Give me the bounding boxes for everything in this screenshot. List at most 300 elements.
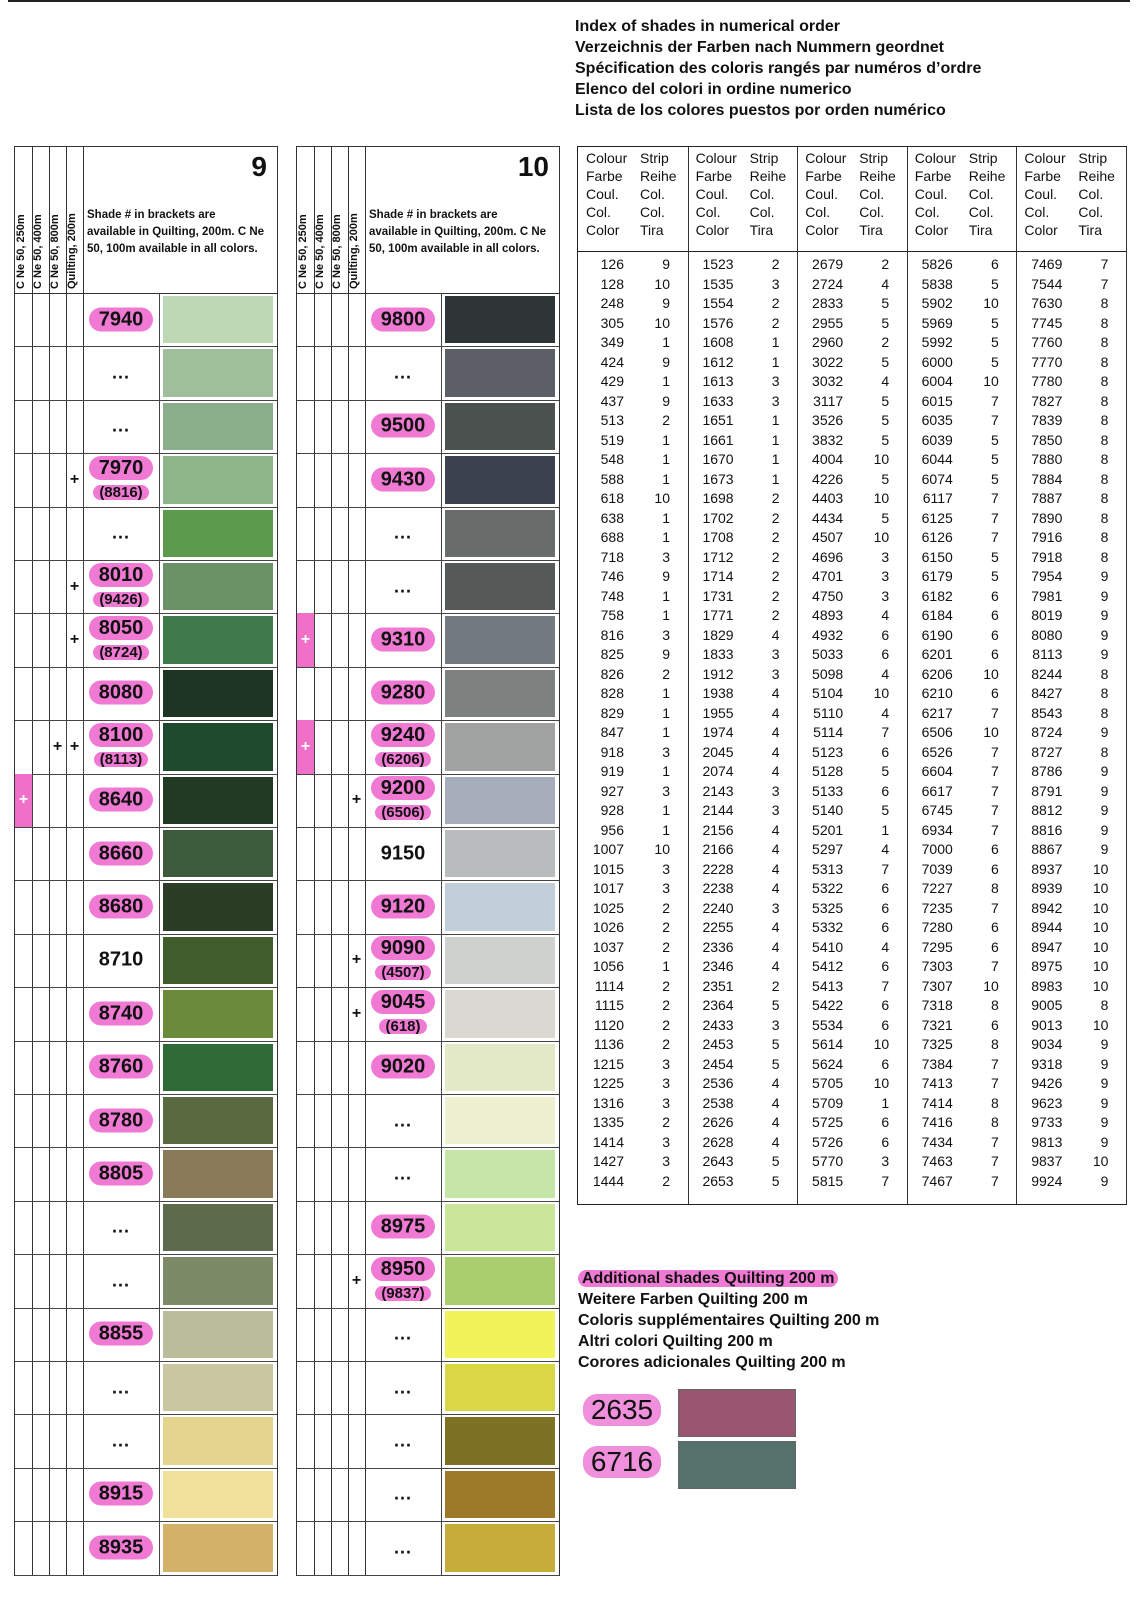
- index-colour-number: 6182: [921, 587, 953, 604]
- strip-row: [297, 827, 559, 881]
- index-colour-number: 5322: [812, 880, 844, 896]
- color-swatch: [445, 1204, 555, 1251]
- strip-row: [297, 1201, 559, 1255]
- color-swatch: [445, 349, 555, 396]
- color-swatch: [163, 1471, 273, 1518]
- color-swatch: [445, 616, 555, 663]
- shade-code: [83, 724, 159, 770]
- index-strip-number: 7: [991, 743, 999, 760]
- shade-code-cell: [83, 667, 160, 720]
- shade-code-cell: [83, 774, 160, 827]
- index-colour-number: 6126: [921, 529, 953, 545]
- index-colour-number: 4701: [812, 568, 844, 584]
- shade-code-cell: [365, 507, 442, 560]
- index-strip-number: 7: [991, 1172, 999, 1189]
- color-swatch: [445, 1150, 555, 1197]
- index-strip-number: 10: [1092, 938, 1109, 955]
- index-strip-number: 1: [662, 470, 670, 487]
- strip-row: [297, 1094, 559, 1148]
- shade-number: ...: [393, 362, 412, 383]
- color-swatch: [445, 670, 555, 717]
- index-strip-number: 3: [662, 548, 670, 565]
- index-colour-number: 5098: [812, 665, 844, 682]
- index-strip-number: 10: [1092, 880, 1109, 896]
- index-strip-number: 1: [662, 607, 670, 623]
- color-swatch: [445, 1257, 555, 1304]
- index-strip-number: 7: [991, 704, 999, 721]
- shade-code: [83, 1483, 159, 1506]
- quilting-shade-number: (8816): [93, 485, 148, 500]
- color-swatch: [445, 1311, 555, 1358]
- shade-code: [365, 468, 441, 491]
- shade-code-cell: [83, 400, 160, 453]
- index-strip-number: 4: [771, 724, 780, 740]
- strip-row: [297, 346, 559, 400]
- strip-10: [296, 146, 560, 1576]
- index-colour-number: 8942: [1031, 899, 1063, 916]
- shade-code-cell: [83, 1147, 160, 1200]
- shade-code: [365, 1258, 441, 1304]
- shade-number: 8855: [89, 1322, 154, 1346]
- index-colour-number: 6506: [921, 724, 953, 740]
- index-strip-number: 9: [662, 256, 670, 272]
- index-colour-number: 548: [600, 451, 624, 467]
- index-colour-number: 4004: [812, 451, 844, 467]
- shade-number: 9020: [371, 1055, 436, 1079]
- index-colour-number: 8975: [1031, 958, 1063, 974]
- index-strip-number: 9: [1100, 1036, 1109, 1052]
- index-colour-number: 2336: [702, 938, 734, 955]
- strip-row: [15, 293, 277, 347]
- shade-number: 9120: [371, 895, 436, 919]
- index-colour-number: 1225: [592, 1075, 624, 1091]
- index-header-colour: Colour Farbe Coul. Col. Color: [805, 150, 847, 238]
- index-strip-number: 9: [1100, 568, 1109, 584]
- additional-shade-code: 2635: [566, 1385, 678, 1435]
- color-swatch: [445, 563, 555, 610]
- index-strip-number: 1: [771, 431, 780, 448]
- index-strip-number: 10: [873, 451, 890, 467]
- index-colour-number: 1056: [592, 958, 624, 974]
- index-strip-number: 7: [991, 392, 999, 409]
- index-strip-number: 4: [771, 1075, 780, 1091]
- index-strip-number: 6: [991, 1016, 999, 1033]
- index-strip-number: 1: [881, 821, 890, 838]
- index-strip-number: 5: [881, 353, 890, 370]
- index-colour-number: 7850: [1031, 431, 1063, 448]
- index-strip-number: 10: [1092, 860, 1109, 877]
- index-strip-number: 4: [771, 919, 780, 935]
- strip-row: [15, 934, 277, 988]
- heading-line-es: Lista de los colores puestos por orden numérico: [575, 102, 946, 119]
- index-colour-number: 7318: [921, 997, 953, 1013]
- shade-code: [365, 991, 441, 1037]
- index-strip-number: 3: [771, 802, 780, 818]
- index-strip-number: 5: [881, 314, 890, 331]
- index-strip-number: 10: [654, 275, 670, 292]
- index-strip-number: 6: [991, 860, 999, 877]
- index-colour-number: 7295: [921, 938, 953, 955]
- index-colour-number: 5725: [812, 1114, 844, 1130]
- index-strip-number: 2: [662, 899, 670, 916]
- index-strip-number: 9: [1100, 1094, 1109, 1111]
- shade-number: 8680: [89, 895, 154, 919]
- color-swatch: [445, 1471, 555, 1518]
- index-strip-number: 4: [881, 373, 890, 389]
- shade-number: ...: [393, 1110, 412, 1131]
- index-strip-number: 3: [662, 743, 670, 760]
- strip-row: [15, 1414, 277, 1468]
- shade-number: 8080: [89, 681, 154, 705]
- index-colour-number: 2833: [812, 295, 844, 311]
- shade-code: [83, 1269, 159, 1292]
- index-strip-number: 6: [991, 919, 999, 935]
- index-strip-number: 9: [1100, 1055, 1109, 1072]
- color-swatch: [445, 510, 555, 557]
- index-strip-number: 10: [1092, 977, 1109, 994]
- strip-column-label: C Ne 50, 800m: [331, 214, 343, 289]
- index-strip-number: 7: [991, 763, 999, 779]
- availability-plus: +: [297, 720, 315, 773]
- strip-row: [15, 1468, 277, 1522]
- index-colour-number: 5726: [812, 1133, 844, 1150]
- index-colour-number: 5412: [812, 958, 844, 974]
- shade-code: [365, 522, 441, 545]
- color-swatch: [163, 1311, 273, 1358]
- strip-row: [297, 1041, 559, 1095]
- index-strip-number: 10: [654, 490, 670, 506]
- index-strip-number: 1: [662, 451, 670, 467]
- shade-code: [365, 1323, 441, 1346]
- index-colour-number: 5033: [812, 646, 844, 662]
- index-colour-number: 8786: [1031, 763, 1063, 779]
- strip-row: [297, 453, 559, 507]
- index-strip-number: 7: [991, 529, 999, 545]
- index-colour-number: 6201: [921, 646, 953, 662]
- additional-line-en: Additional shades Quilting 200 m: [578, 1268, 879, 1289]
- index-colour-number: 6150: [921, 548, 953, 565]
- index-strip-number: 4: [771, 880, 780, 896]
- index-strip-number: 9: [1100, 1172, 1109, 1189]
- shade-code-cell: [83, 880, 160, 933]
- shade-code-cell: [365, 346, 442, 399]
- index-colour-number: 1007: [592, 841, 624, 857]
- index-colour-number: 3832: [812, 431, 844, 448]
- index-strip-number: 6: [991, 841, 999, 857]
- shade-number: 8950: [371, 1257, 436, 1281]
- index-strip-number: 3: [881, 587, 890, 604]
- shade-code: [365, 682, 441, 705]
- color-swatch: [163, 1150, 273, 1197]
- shade-code-cell: [83, 1308, 160, 1361]
- shade-code-cell: [83, 1361, 160, 1414]
- index-colour-number: 6190: [921, 626, 953, 643]
- index-colour-number: 1115: [594, 997, 624, 1013]
- shade-number: ...: [393, 1483, 412, 1504]
- index-colour-number: 5410: [812, 938, 844, 955]
- index-strip-number: 8: [1100, 529, 1109, 545]
- availability-plus: +: [66, 453, 84, 506]
- index-strip-number: 8: [1100, 431, 1109, 448]
- index-colour-number: 847: [600, 724, 624, 740]
- index-strip-number: 9: [1100, 1075, 1109, 1091]
- index-strip-number: 4: [771, 938, 780, 955]
- shade-code: [365, 842, 441, 865]
- index-strip-number: 1: [662, 958, 670, 974]
- shade-code-cell: [365, 453, 442, 506]
- index-strip-number: 10: [654, 841, 670, 857]
- color-swatch: [163, 937, 273, 984]
- index-strip-number: 1: [771, 334, 780, 350]
- index-colour-number: 1025: [592, 899, 624, 916]
- shade-number: ...: [393, 1377, 412, 1398]
- shade-code: [83, 1002, 159, 1025]
- index-colour-number: 7770: [1031, 353, 1063, 370]
- index-strip-number: 6: [991, 626, 999, 643]
- index-colour-number: 5705: [812, 1075, 844, 1091]
- availability-plus: +: [49, 720, 67, 773]
- index-strip-number: 9: [662, 646, 670, 662]
- index-strip-number: 6: [991, 256, 999, 272]
- index-strip-number: 5: [881, 412, 890, 428]
- index-colour-number: 618: [600, 490, 624, 506]
- index-header-strip: Strip Reihe Col. Col. Tira: [859, 150, 896, 238]
- shade-code: [83, 415, 159, 438]
- index-strip-number: 6: [881, 743, 890, 760]
- strip-row: [297, 293, 559, 347]
- index-colour-number: 1651: [702, 412, 734, 428]
- color-swatch: [163, 777, 273, 824]
- index-strip-number: 2: [771, 314, 780, 331]
- index-colour-number: 829: [600, 704, 624, 721]
- index-colour-number: 7416: [921, 1114, 953, 1130]
- index-strip-number: 6: [881, 1133, 890, 1150]
- shade-number: 8710: [98, 948, 144, 971]
- index-strip-number: 2: [771, 256, 780, 272]
- color-swatch: [163, 723, 273, 770]
- index-colour-number: 7413: [921, 1075, 953, 1091]
- quilting-shade-number: (6506): [375, 805, 430, 820]
- index-strip-number: 5: [881, 470, 890, 487]
- index-colour-number: 1708: [702, 529, 734, 545]
- strip-row: [15, 720, 277, 774]
- index-colour-number: 9813: [1031, 1133, 1063, 1150]
- color-swatch: [445, 1097, 555, 1144]
- index-colour-number: 1017: [592, 880, 624, 896]
- shade-code-cell: [83, 1201, 160, 1254]
- shade-code: [83, 362, 159, 385]
- index-colour-number: 718: [600, 548, 624, 565]
- index-colour-number: 4893: [812, 607, 844, 623]
- index-colour-number: 5128: [812, 763, 844, 779]
- index-strip-number: 3: [771, 392, 780, 409]
- index-colour-number: 1698: [702, 490, 734, 506]
- strip-row: [297, 507, 559, 561]
- index-strip-number: 4: [881, 704, 890, 721]
- shade-code: [365, 415, 441, 438]
- shade-code-cell: [365, 293, 442, 346]
- index-strip-number: 7: [881, 724, 890, 740]
- shade-code-cell: [365, 934, 442, 987]
- index-strip-number: 8: [1100, 704, 1109, 721]
- index-colour-number: 1026: [592, 919, 624, 935]
- index-colour-number: 6526: [921, 743, 953, 760]
- index-colour-number: 5838: [921, 275, 953, 292]
- strip-row: [15, 774, 277, 828]
- index-colour-number: 7307: [921, 977, 953, 994]
- index-strip-number: 9: [1100, 607, 1109, 623]
- index-strip-number: 6: [881, 1055, 890, 1072]
- index-colour-number: 6125: [921, 509, 953, 526]
- index-colour-number: 8080: [1031, 626, 1063, 643]
- index-strip-number: 10: [1092, 919, 1109, 935]
- availability-plus: +: [297, 613, 315, 666]
- availability-plus: +: [66, 560, 84, 613]
- shade-number: 8915: [89, 1482, 154, 1506]
- index-strip-number: 4: [771, 860, 780, 877]
- shade-number: 8760: [89, 1055, 154, 1079]
- strip-row: [297, 1521, 559, 1575]
- color-swatch: [163, 670, 273, 717]
- index-colour-number: 7434: [921, 1133, 953, 1150]
- index-colour-number: 7780: [1031, 373, 1063, 389]
- index-colour-number: 2454: [702, 1055, 734, 1072]
- index-colour-number: 2074: [702, 763, 734, 779]
- quilting-shade-number: (9837): [375, 1286, 430, 1301]
- index-colour-number: 4750: [812, 587, 844, 604]
- index-colour-number: 6117: [922, 490, 953, 506]
- index-strip-number: 1: [771, 412, 780, 428]
- color-swatch: [445, 937, 555, 984]
- index-colour-number: 2240: [702, 899, 734, 916]
- strip-number: 10: [517, 151, 549, 182]
- strip-row: [297, 400, 559, 454]
- strip-row: [297, 774, 559, 828]
- index-strip-number: 8: [991, 997, 999, 1013]
- index-strip-number: 6: [991, 607, 999, 623]
- index-colour-number: 1114: [594, 977, 624, 994]
- index-strip-number: 4: [881, 841, 890, 857]
- index-strip-number: 3: [662, 1055, 670, 1072]
- color-swatch: [163, 403, 273, 450]
- index-colour-number: 7463: [921, 1153, 953, 1169]
- index-colour-number: 8816: [1031, 821, 1063, 838]
- index-colour-number: 638: [600, 509, 624, 526]
- index-strip-number: 3: [662, 880, 670, 896]
- index-colour-number: 9924: [1031, 1172, 1063, 1189]
- index-colour-number: 2653: [702, 1172, 734, 1189]
- index-strip-number: 6: [991, 587, 999, 604]
- index-strip-number: 3: [662, 1133, 670, 1150]
- strip-number: 9: [251, 151, 267, 182]
- index-colour-number: 825: [600, 646, 624, 662]
- index-strip-number: 8: [1100, 295, 1109, 311]
- index-strip-number: 5: [991, 314, 999, 331]
- index-strip-number: 2: [771, 607, 780, 623]
- index-strip-number: 1: [662, 529, 670, 545]
- shade-code: [365, 777, 441, 823]
- index-strip-number: 7: [1100, 256, 1109, 272]
- index-colour-number: 6745: [921, 802, 953, 818]
- shade-code: [365, 1376, 441, 1399]
- index-colour-number: 1427: [592, 1153, 624, 1169]
- index-colour-number: 7469: [1031, 256, 1063, 272]
- strip-row: [15, 400, 277, 454]
- index-strip-number: 10: [983, 295, 999, 311]
- index-strip-number: 6: [991, 685, 999, 701]
- index-colour-number: 928: [600, 802, 624, 818]
- shade-code: [365, 937, 441, 983]
- index-colour-number: 2724: [812, 275, 844, 292]
- index-strip-number: 2: [662, 1036, 670, 1052]
- index-colour-number: 1731: [702, 587, 734, 604]
- index-strip-number: 4: [771, 1094, 780, 1111]
- additional-shade-code: 6716: [566, 1437, 678, 1487]
- heading-line-fr: Spécification des coloris rangés par numéros d’ordre: [575, 60, 982, 77]
- index-strip-number: 4: [771, 1133, 780, 1150]
- index-colour-number: 513: [600, 412, 624, 428]
- index-colour-number: 5614: [812, 1036, 844, 1052]
- index-colour-number: 1612: [702, 353, 734, 370]
- index-strip-number: 5: [991, 470, 999, 487]
- index-strip-number: 3: [771, 275, 780, 292]
- index-colour-number: 8113: [1032, 646, 1063, 662]
- index-strip-number: 8: [1100, 548, 1109, 565]
- shade-code: [365, 1056, 441, 1079]
- index-strip-number: 5: [881, 763, 890, 779]
- shade-number: 8100: [89, 723, 154, 747]
- index-strip-number: 10: [1092, 1016, 1109, 1033]
- shade-code-cell: [83, 346, 160, 399]
- shade-code-cell: [365, 987, 442, 1040]
- index-strip-number: 8: [1100, 470, 1109, 487]
- strip-row: [297, 613, 559, 667]
- index-colour-number: 9426: [1031, 1075, 1063, 1091]
- index-colour-number: 2433: [702, 1016, 734, 1033]
- color-swatch: [445, 456, 555, 503]
- index-strip-number: 7: [991, 821, 999, 838]
- quilting-shade-number: (6206): [375, 752, 430, 767]
- index-colour-number: 3117: [813, 392, 844, 409]
- index-colour-number: 2643: [702, 1153, 734, 1169]
- shade-code: [365, 1536, 441, 1559]
- index-colour-number: 7000: [921, 841, 953, 857]
- index-colour-number: 758: [600, 607, 624, 623]
- strip-row: [15, 560, 277, 614]
- shade-code: [83, 522, 159, 545]
- index-strip-number: 5: [771, 1172, 780, 1189]
- index-colour-number: 2255: [702, 919, 734, 935]
- shade-code-cell: [83, 1041, 160, 1094]
- shade-code-cell: [365, 667, 442, 720]
- quilting-shade-number: (8724): [93, 645, 148, 660]
- availability-plus: +: [348, 987, 366, 1040]
- shade-code-cell: [83, 987, 160, 1040]
- index-colour-number: 828: [600, 685, 624, 701]
- shade-code-cell: [83, 453, 160, 506]
- index-colour-number: 4226: [812, 470, 844, 487]
- shade-code-cell: [365, 1094, 442, 1147]
- index-strip-number: 6: [881, 919, 890, 935]
- index-colour-number: 5770: [812, 1153, 844, 1169]
- availability-plus: +: [66, 720, 84, 773]
- index-strip-number: 5: [991, 568, 999, 584]
- shade-number: ...: [393, 1430, 412, 1451]
- strip-row: [15, 1147, 277, 1201]
- index-colour-number: 1414: [592, 1133, 624, 1150]
- strip-column-label: C Ne 50, 250m: [15, 214, 27, 289]
- index-strip-number: 10: [873, 529, 890, 545]
